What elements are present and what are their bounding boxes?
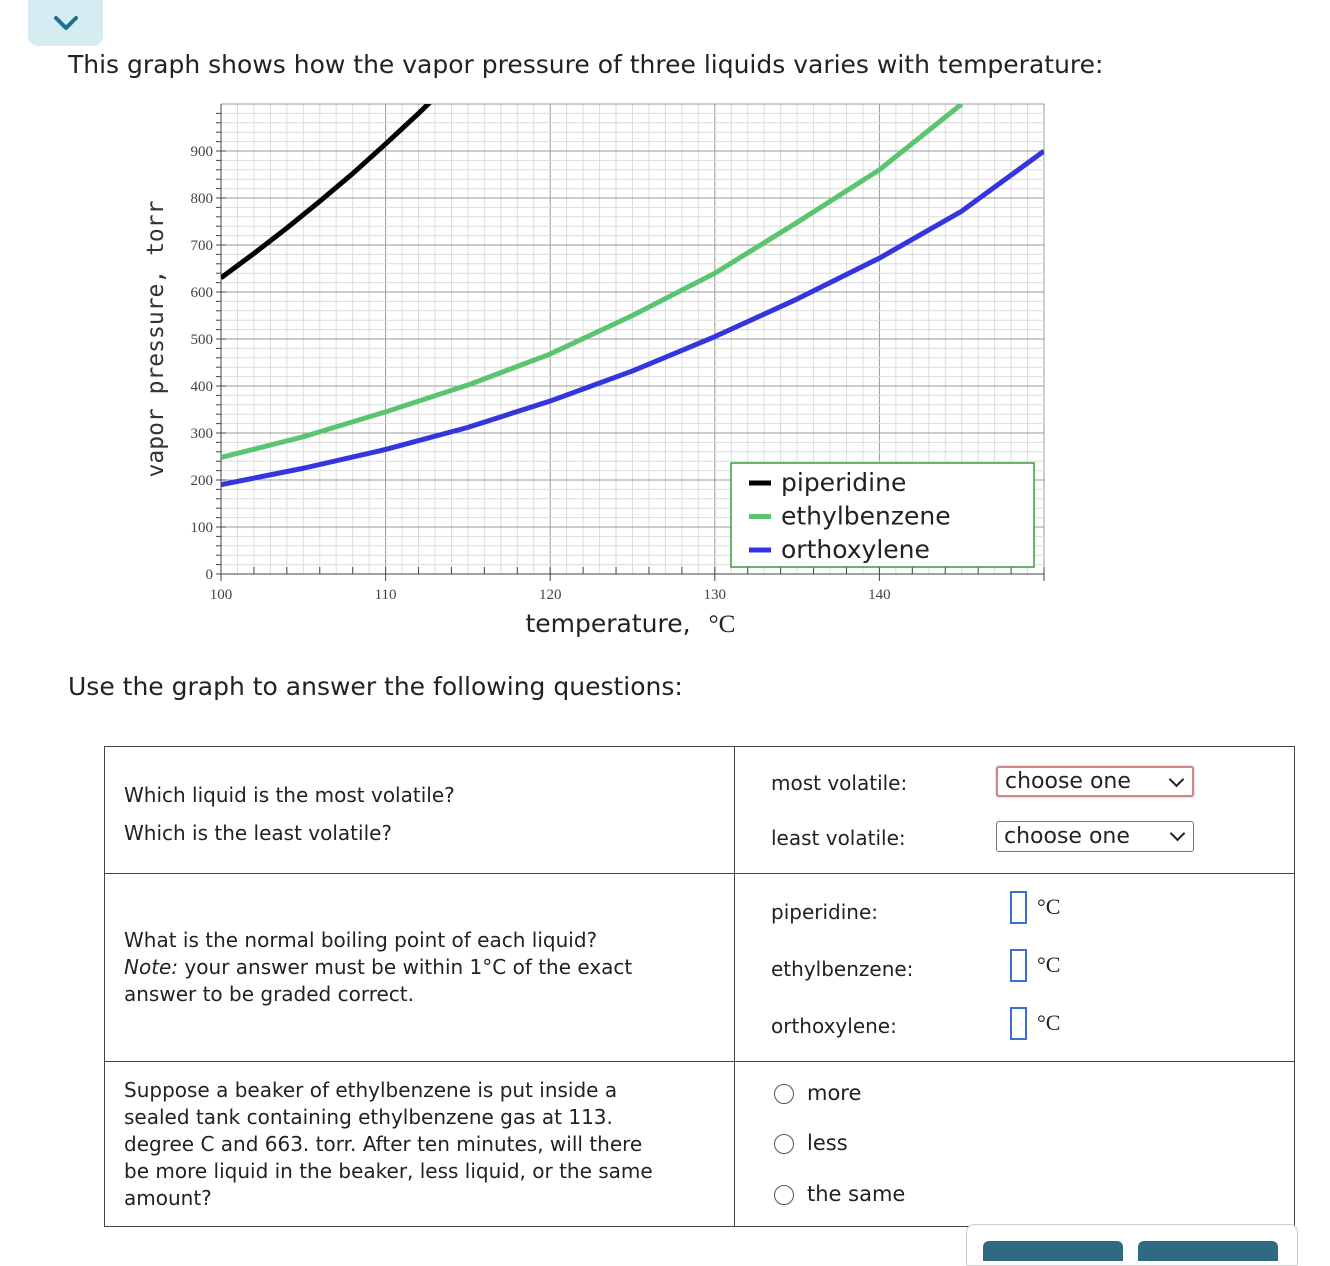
- y-axis-label: vapor pressure, torr: [143, 200, 169, 478]
- q1-line2: Which is the least volatile?: [124, 820, 393, 845]
- y-tick-label: 300: [190, 426, 213, 442]
- series-line-piperidine: [221, 65, 468, 278]
- orthoxylene-bp-label: orthoxylene:: [771, 1014, 897, 1038]
- q1-text-cell: [105, 747, 735, 874]
- ethylbenzene-bp-label: ethylbenzene:: [771, 957, 914, 981]
- most-volatile-label: most volatile:: [771, 771, 908, 795]
- y-tick-label: 800: [190, 191, 213, 207]
- chevron-down-icon: [1170, 826, 1186, 842]
- least-volatile-label: least volatile:: [771, 826, 906, 850]
- piperidine-bp-label: piperidine:: [771, 900, 879, 924]
- q2-text-cell: [105, 874, 735, 1062]
- option-same-label[interactable]: the same: [807, 1182, 906, 1206]
- option-more-label[interactable]: more: [807, 1081, 862, 1105]
- q2-note-text: your answer must be within 1°C of the exact: [178, 955, 633, 979]
- legend-label-ethylbenzene: ethylbenzene: [781, 501, 951, 531]
- least-volatile-value: choose one: [1004, 824, 1130, 849]
- footer-button-left[interactable]: [983, 1241, 1123, 1261]
- x-tick-label: 100: [209, 587, 233, 603]
- q2-line3: answer to be graded correct.: [124, 982, 414, 1006]
- y-tick-label: 500: [190, 332, 213, 348]
- q3-line: Suppose a beaker of ethylbenzene is put inside a: [124, 1077, 618, 1102]
- x-tick-label: 130: [703, 587, 727, 603]
- radio-less[interactable]: [774, 1134, 794, 1154]
- y-tick-label: 600: [190, 285, 213, 301]
- option-less-label[interactable]: less: [807, 1131, 848, 1155]
- q3-line: degree C and 663. torr. After ten minutes, will there: [124, 1131, 643, 1156]
- chevron-down-icon: [1169, 772, 1185, 788]
- most-volatile-select[interactable]: [996, 766, 1194, 797]
- q2-note-label: Note:: [124, 955, 179, 979]
- intro-text: This graph shows how the vapor pressure of three liquids varies with temperature:: [68, 50, 1104, 79]
- q3-answer-cell: [735, 1062, 1295, 1227]
- ethylbenzene-bp-input[interactable]: [1010, 949, 1027, 982]
- least-volatile-select[interactable]: [996, 821, 1194, 852]
- questions-table: [104, 746, 1295, 1227]
- most-volatile-value: choose one: [1005, 769, 1131, 794]
- q3-line: sealed tank containing ethylbenzene gas at 113.: [124, 1104, 613, 1129]
- unit-label: °C: [1037, 894, 1061, 919]
- q2-line1: What is the normal boiling point of each liquid?: [124, 928, 598, 952]
- x-tick-label: 120: [538, 587, 562, 603]
- q2-answer-cell: [735, 874, 1295, 1062]
- y-tick-label: 700: [190, 238, 213, 254]
- unit-label: °C: [1037, 952, 1061, 977]
- piperidine-bp-input[interactable]: [1010, 891, 1027, 924]
- footer-bar: [966, 1224, 1298, 1266]
- y-tick-label: 400: [190, 379, 213, 395]
- x-axis-label: temperature,: [525, 609, 691, 638]
- legend-label-piperidine: piperidine: [781, 468, 907, 497]
- x-tick-label: 140: [868, 587, 891, 603]
- radio-same[interactable]: [774, 1185, 794, 1205]
- orthoxylene-bp-input[interactable]: [1010, 1007, 1027, 1040]
- radio-more[interactable]: [774, 1084, 794, 1104]
- y-tick-label: 100: [190, 520, 213, 536]
- y-tick-label: 900: [190, 144, 213, 160]
- q1-line1: Which liquid is the most volatile?: [124, 782, 455, 807]
- legend-label-orthoxylene: orthoxylene: [781, 535, 930, 564]
- x-tick-label: 110: [374, 587, 397, 603]
- y-tick-label: 0: [205, 567, 213, 583]
- prompt-text: Use the graph to answer the following questions:: [68, 672, 683, 701]
- q3-text-cell: [105, 1062, 735, 1227]
- y-tick-label: 200: [190, 473, 213, 489]
- q3-line: be more liquid in the beaker, less liquid, or the same: [124, 1158, 653, 1183]
- x-axis-unit: °C: [708, 611, 736, 638]
- q1-answer-cell: [735, 747, 1295, 874]
- q3-line: amount?: [124, 1185, 212, 1210]
- footer-button-right[interactable]: [1138, 1241, 1278, 1261]
- unit-label: °C: [1037, 1010, 1061, 1035]
